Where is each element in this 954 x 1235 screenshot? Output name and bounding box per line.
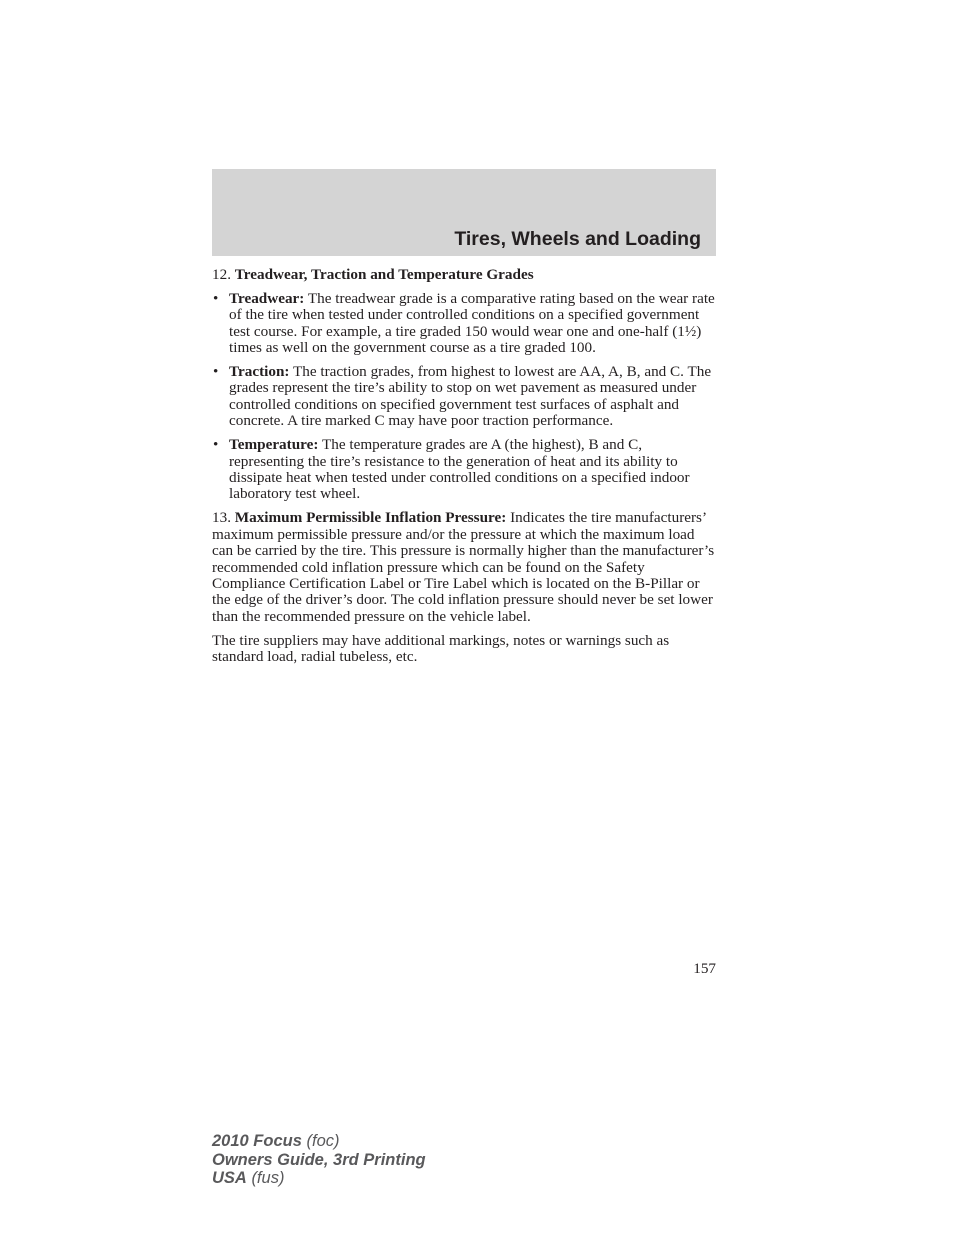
item-12-heading (212, 267, 718, 283)
item-13-number: 13. (212, 509, 231, 527)
bullet-icon: • (213, 289, 219, 307)
item-13-paragraph (212, 510, 718, 625)
page-number: 157 (693, 960, 716, 977)
item-13-term: Maximum Permissible Inflation Pressure: (234, 509, 507, 527)
footer-model: 2010 Focus (212, 1132, 302, 1150)
footer-line-market (212, 1169, 426, 1188)
footer-guide-edition: Owners Guide, 3rd Printing (212, 1150, 426, 1169)
closing-paragraph: The tire suppliers may have additional markings, notes or warnings such as standard load, radial tubeless, etc. (212, 631, 670, 666)
section-title: Tires, Wheels and Loading (454, 228, 701, 250)
bullet-text: The treadwear grade is a comparative rating based on the wear rate of the tire when tested under controlled conditions on a specified government test course. For example, a tire graded 150 would wear one and one-half (1½) times as well on the government course as a tire graded 100. (229, 289, 715, 357)
footer-market-code: (fus) (251, 1169, 285, 1187)
bullet-treadwear (212, 291, 718, 357)
section-header-band (212, 169, 716, 256)
footer-line-model (212, 1132, 426, 1151)
bullet-term: Temperature: (229, 436, 319, 454)
bullet-icon: • (213, 363, 219, 381)
page-body (212, 267, 718, 673)
bullet-traction (212, 364, 718, 430)
bullet-temperature (212, 437, 718, 503)
item-13-text: Indicates the tire manufacturers’ maximum permissible pressure and/or the pressure at which the maximum load can be carried by the tire. This pressure is normally higher than the manufacturer’s recommended cold inflation pressure which can be found on the Safety Compliance Certification Label or Tire Label which is located on the B-Pillar or the edge of the driver’s door. The cold inflation pressure should never be set lower than the recommended pressure on the vehicle label. (212, 509, 715, 625)
item-12-title: Treadwear, Traction and Temperature Grades (234, 266, 534, 283)
bullet-text: The traction grades, from highest to lowest are AA, A, B, and C. The grades represent the tire’s ability to stop on wet pavement as measured under controlled conditions on specified government test surfaces of asphalt and concrete. A tire marked C may have poor traction performance. (229, 363, 712, 430)
bullet-term: Treadwear: (229, 289, 305, 307)
document-footer (212, 1132, 426, 1188)
bullet-term: Traction: (229, 363, 290, 381)
item-12-number: 12. (212, 266, 231, 283)
footer-model-code: (foc) (306, 1132, 340, 1150)
footer-market: USA (212, 1169, 247, 1187)
bullet-icon: • (213, 436, 219, 454)
grades-bullet-list (212, 291, 718, 503)
bullet-text: The temperature grades are A (the highest), B and C, representing the tire’s resistance to the generation of heat and its ability to dissipate heat when tested under controlled conditions on a specified indoor laboratory test wheel. (229, 436, 690, 503)
